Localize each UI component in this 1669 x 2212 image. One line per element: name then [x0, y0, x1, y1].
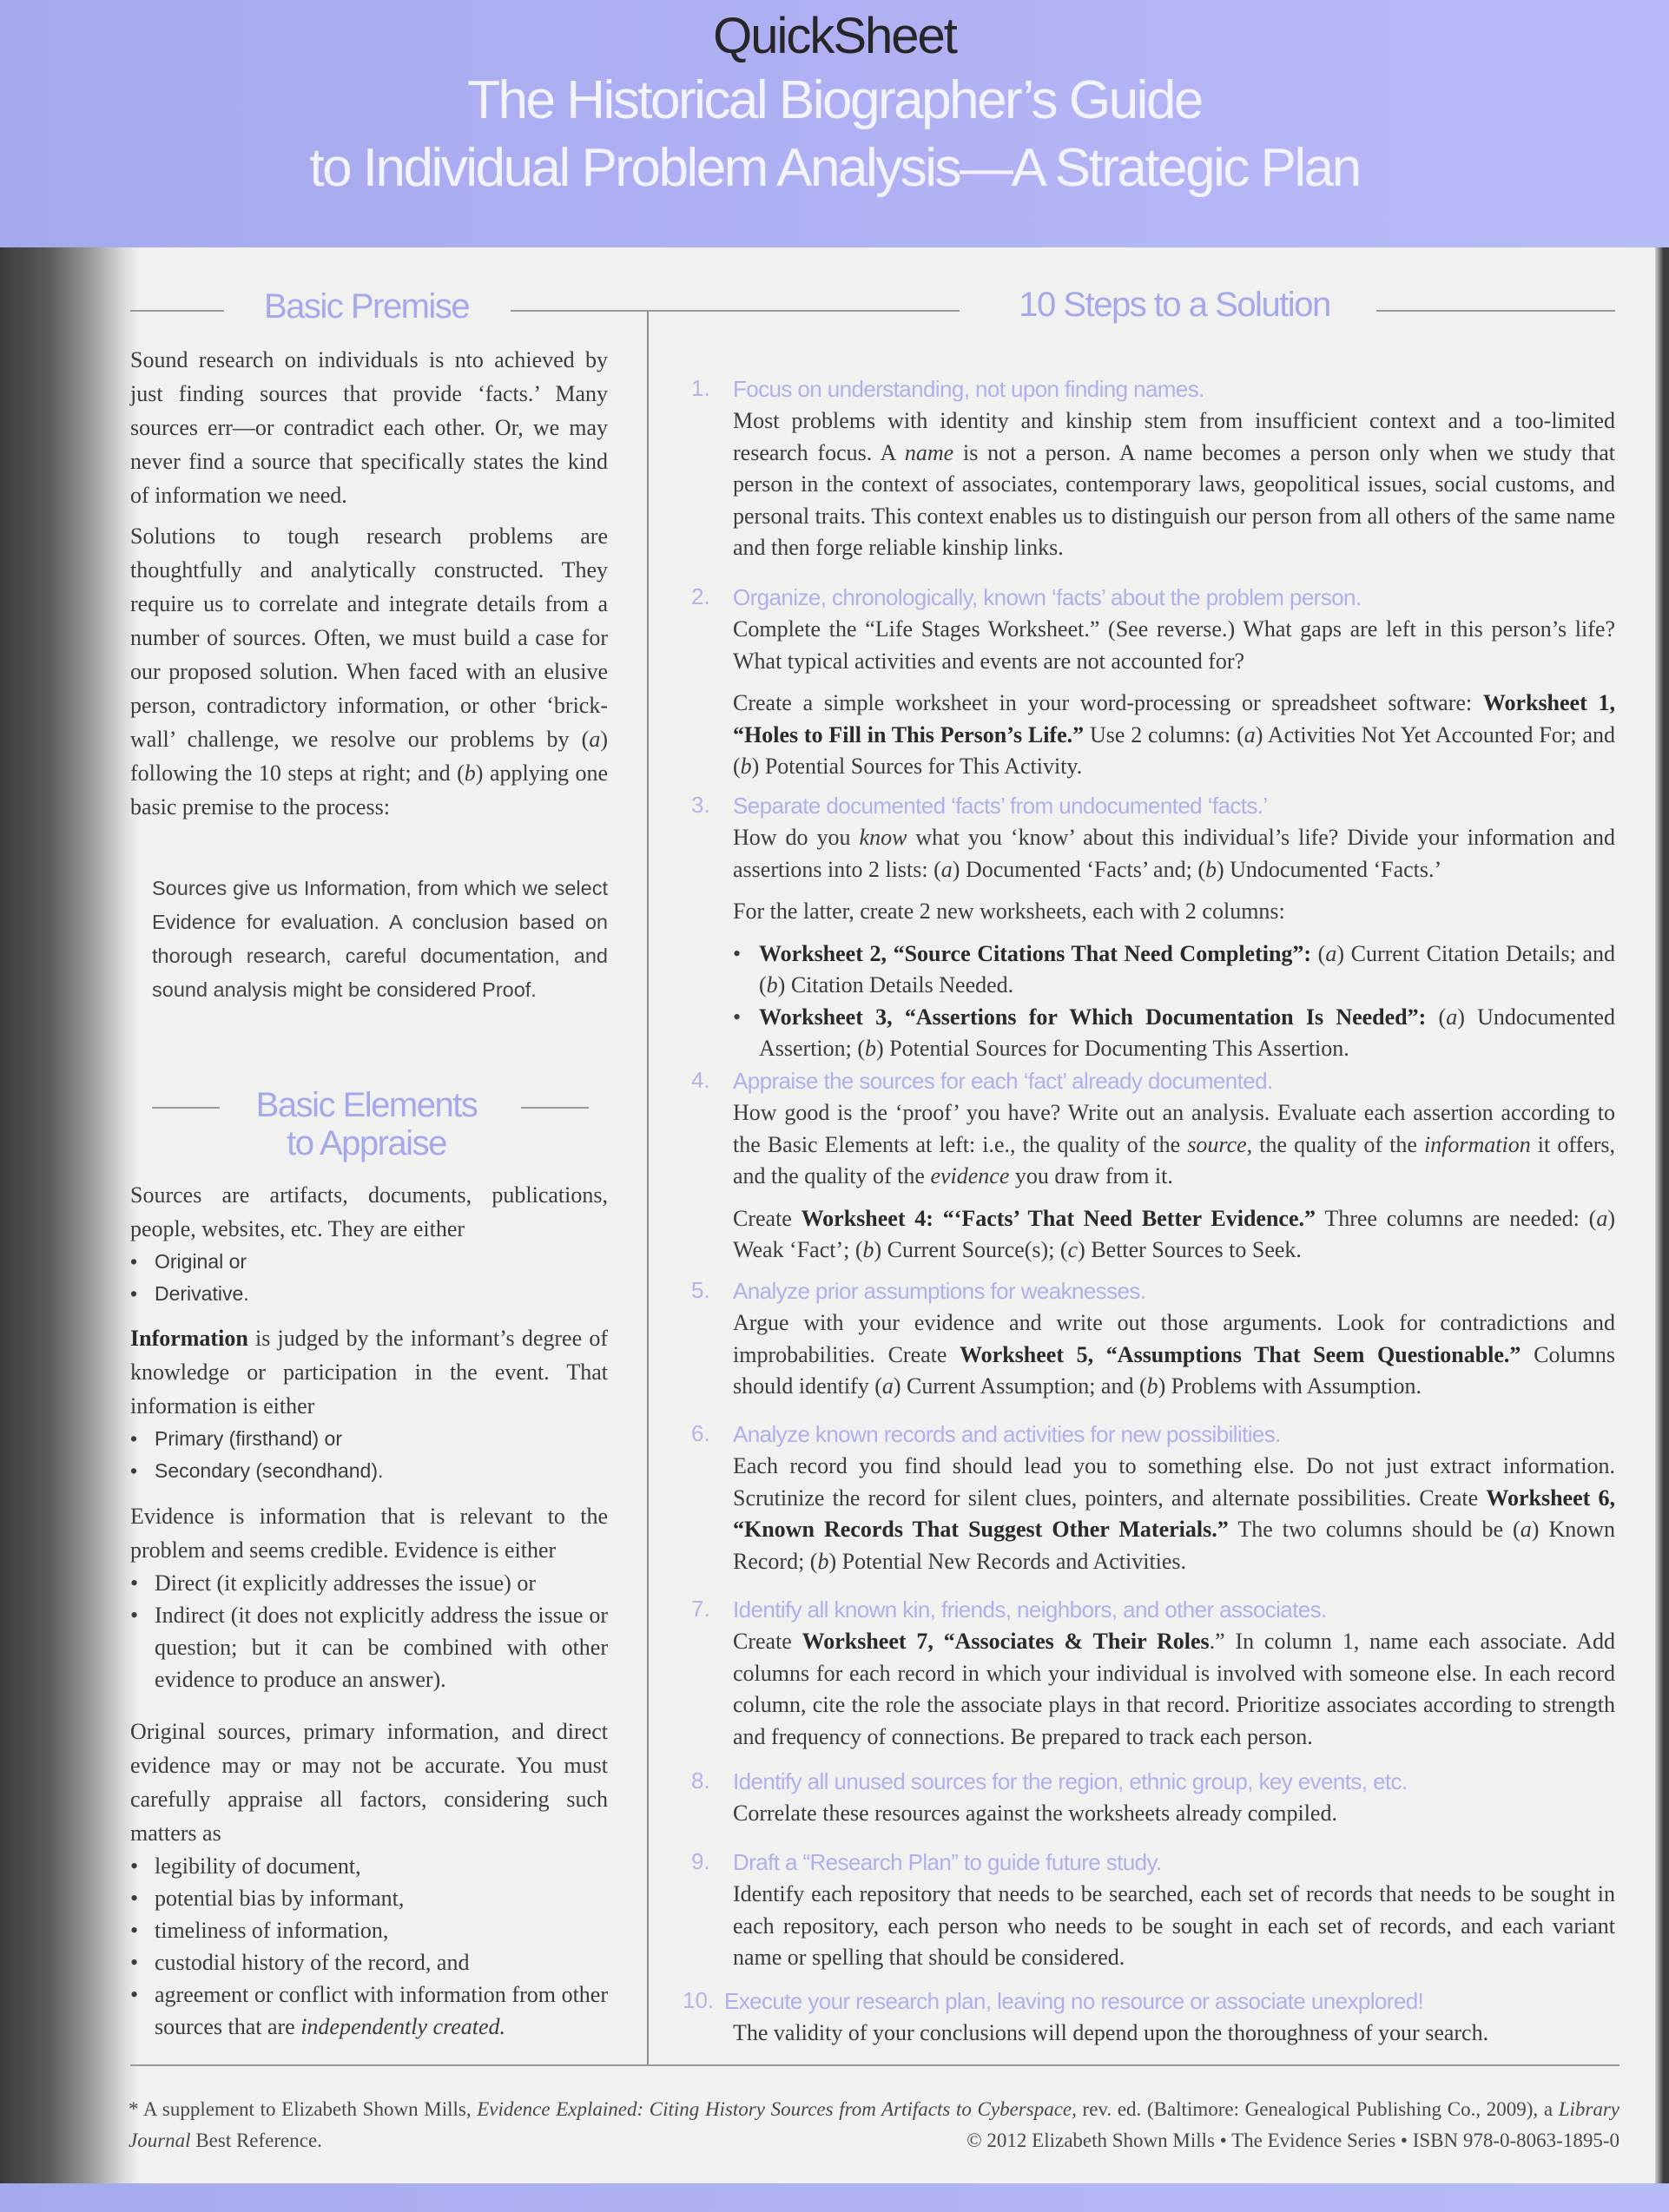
- title-band: [0, 0, 1669, 247]
- sources-section: [130, 1178, 608, 1310]
- paragraph: [130, 1715, 608, 1850]
- heading-rule: [511, 310, 960, 312]
- text-run: ) following the 10 steps at right; and (: [130, 727, 608, 786]
- text-run: Each record you find should lead you to something else. Do not just extract information. Scrutinize the record for silent clues, pointers, and alternate possibilities. Create: [733, 1453, 1615, 1511]
- paragraph: [733, 1203, 1615, 1267]
- text-run: you draw from it.: [1009, 1163, 1173, 1188]
- copyright: © 2012 Elizabeth Shown Mills • The Evidence Series • ISBN 978-0-8063-1895-0: [966, 2130, 1620, 2151]
- italic-text: information: [1423, 1131, 1531, 1157]
- text-run: ) Potential New Records and Activities.: [828, 1548, 1187, 1574]
- text-run: ) Potential Sources for This Activity.: [751, 754, 1083, 779]
- text-run: Most problems with identity and kinship stem from insufficient context and a too-limited research focus. A: [733, 408, 1615, 465]
- text-run: ) Potential Sources for Documenting This Assertion.: [876, 1036, 1349, 1061]
- bold-text: Worksheet 3, “Assertions for Which Documentation Is Needed”:: [759, 1004, 1427, 1030]
- text-run: How good is the ‘proof’ you have? Write out an analysis. Evaluate each assertion according to the Basic Elements at left: i.e., the quality of the: [733, 1100, 1615, 1157]
- text-run: ) Undocumented ‘Facts.’: [1216, 856, 1442, 882]
- bold-text: Worksheet 5, “Assumptions That Seem Questionable.”: [960, 1341, 1521, 1367]
- step-body: [733, 1626, 1615, 1753]
- list-item: [130, 1423, 608, 1455]
- bullet-icon: •: [130, 1570, 139, 1596]
- text-run: For the latter, create 2 new worksheets, each with 2 columns:: [733, 899, 1285, 924]
- step-body: [733, 1798, 1615, 1830]
- step-body: [733, 405, 1615, 564]
- text-run: Correlate these resources against the worksheets already compiled.: [733, 1801, 1337, 1826]
- text-run: Argue with your evidence and write out those arguments. Look for contradictions and improbabilities. Create: [733, 1310, 1615, 1367]
- step-number: 9.: [691, 1848, 710, 1874]
- list-item: [130, 1882, 608, 1914]
- heading-rule: [130, 310, 224, 312]
- text-run: potential bias by informant,: [155, 1886, 405, 1911]
- premise-quote: [130, 872, 608, 1007]
- bold-text: Worksheet 7, “Associates & Their Roles: [802, 1629, 1210, 1654]
- page-edge: [1655, 247, 1669, 2183]
- step-body: [733, 1307, 1615, 1403]
- list-item: [130, 1278, 608, 1310]
- text-run: * A supplement to Elizabeth Shown Mills,: [129, 2098, 478, 2120]
- heading-rule: [152, 1107, 220, 1109]
- text-run: Create a simple worksheet in your word-processing or spreadsheet software:: [733, 690, 1483, 715]
- bold-text: Worksheet 2, “Source Citations That Need Completing”:: [759, 940, 1312, 966]
- step-item: [691, 581, 1615, 793]
- basic-elements-heading-line-2: to Appraise: [287, 1124, 446, 1162]
- text-run: custodial history of the record, and: [155, 1950, 470, 1975]
- text-run: Evidence is information that is relevant to the problem and seems credible. Evidence is either: [130, 1504, 608, 1563]
- text-run: Sources give us Information, from which we select Evidence for evaluation. A conclusion based on thorough research, careful documentation, and sound analysis might be considered Proof.: [152, 877, 608, 1001]
- heading-rule: [1376, 310, 1615, 312]
- step-item: [691, 1064, 1615, 1277]
- bullet-icon: •: [130, 1250, 138, 1273]
- italic-text: know: [859, 825, 907, 850]
- text-run: Complete the “Life Stages Worksheet.” (See reverse.) What gaps are left in this person’s life? What typical activities and events are not accounted for?: [733, 616, 1615, 674]
- paragraph: [733, 614, 1615, 677]
- bullet-icon: •: [130, 1918, 139, 1943]
- appraisal-factors-section: [130, 1715, 608, 2043]
- italic-text: Evidence Explained: Citing History Sources from Artifacts to Cyberspace,: [477, 2098, 1077, 2120]
- footer-rule: [130, 2064, 1620, 2066]
- italic-text: a: [589, 727, 601, 752]
- step-number: 1.: [691, 375, 710, 401]
- bullet-icon: •: [130, 1950, 139, 1975]
- text-run: ) Undocumented Assertion; (: [759, 1004, 1615, 1061]
- italic-text: a: [1446, 1004, 1458, 1030]
- italic-text: b: [464, 760, 476, 786]
- text-run: ) Documented ‘Facts’ and; (: [952, 856, 1205, 882]
- text-run: Sources are artifacts, documents, publications, people, websites, etc. They are either: [130, 1182, 608, 1241]
- step-number: 3.: [691, 792, 710, 818]
- text-run: Sound research on individuals is nto achieved by just finding sources that provide ‘facts.’ Many sources err—or contradict each other. Or, we may never find a source that specifically states the kind of information we need.: [130, 347, 608, 508]
- text-run: Secondary (secondhand).: [155, 1459, 384, 1482]
- text-run: Create: [733, 1205, 802, 1231]
- bottom-band: [0, 2183, 1669, 2212]
- italic-text: c: [1067, 1237, 1079, 1262]
- step-number: 2.: [691, 583, 710, 609]
- text-run: Solutions to tough research problems are thoughtfully and analytically constructed. They require us to correlate and integrate details from a number of sources. Often, we must build a case for our proposed solution. When faced with an elusive person, contradictory information, or other ‘brick-wall’ challenge, we resolve our problems by (: [130, 523, 608, 752]
- paragraph: [733, 405, 1615, 564]
- text-run: Three columns are needed: (: [1316, 1205, 1597, 1231]
- premise-statement: [152, 872, 608, 1007]
- italic-text: a: [1325, 940, 1337, 966]
- paragraph: [130, 1321, 608, 1423]
- italic-text: a: [881, 1373, 894, 1399]
- text-run: ) Better Sources to Seek.: [1078, 1237, 1302, 1262]
- italic-text: name: [904, 439, 954, 465]
- paragraph: [733, 1626, 1615, 1753]
- list-item: [130, 1978, 608, 2043]
- column-divider: [647, 311, 649, 2066]
- step-title: Analyze known records and activities for new possibilities.: [733, 1421, 1281, 1447]
- text-run: is judged by the informant’s degree of knowledge or participation in the event. That information is either: [130, 1326, 608, 1419]
- text-run: Indirect (it does not explicitly address the issue or question; but it can be combined with other evidence to produce an answer).: [155, 1603, 608, 1692]
- step-number: 7.: [691, 1596, 710, 1622]
- text-run: Primary (firsthand) or: [155, 1427, 342, 1450]
- bullet-list: [130, 1423, 608, 1487]
- italic-text: a: [1520, 1517, 1532, 1542]
- step-number: 5.: [691, 1277, 710, 1303]
- text-run: ) Problems with Assumption.: [1158, 1373, 1422, 1399]
- step-number: 10.: [683, 1987, 715, 2013]
- paragraph: [130, 519, 608, 824]
- text-run: Columns should identify (: [733, 1341, 1616, 1399]
- text-run: Use 2 columns: (: [1084, 721, 1244, 747]
- paragraph: [733, 822, 1615, 885]
- text-run: Original sources, primary information, and direct evidence may or may not be accurate. You must carefully appraise all factors, considering such matters as: [130, 1719, 608, 1846]
- italic-text: evidence: [930, 1163, 1010, 1188]
- text-run: Direct (it explicitly addresses the issue) or: [155, 1570, 536, 1596]
- text-run: ) Activities Not Yet Accounted For; and (: [733, 721, 1615, 779]
- italic-text: a: [1596, 1205, 1608, 1231]
- text-run: (: [1311, 940, 1326, 966]
- text-run: ) Weak ‘Fact’; (: [733, 1205, 1616, 1262]
- step-item: [683, 1985, 1606, 2060]
- bullet-icon: •: [130, 1427, 138, 1450]
- premise-paragraph-1: [130, 343, 608, 512]
- list-item: [130, 1946, 608, 1978]
- italic-text: b: [740, 754, 752, 779]
- text-run: what you ‘know’ about this individual’s life? Divide your information and assertions into 2 lists: (: [733, 825, 1615, 882]
- bullet-list: [733, 938, 1615, 1065]
- bold-text: Worksheet 4: “‘Facts’ That Need Better Evidence.”: [801, 1205, 1316, 1231]
- list-item: [733, 938, 1615, 1002]
- paragraph: [733, 1879, 1615, 1974]
- bullet-icon: •: [130, 1853, 139, 1879]
- binding-shadow: [0, 247, 139, 2183]
- step-item: [691, 1274, 1615, 1413]
- basic-premise-heading: Basic Premise: [263, 287, 470, 326]
- italic-text: b: [865, 1036, 877, 1061]
- step-number: 4.: [691, 1067, 710, 1093]
- bold-text: Worksheet 1, “Holes to Fill in This Person’s Life.”: [733, 690, 1616, 747]
- step-title: Execute your research plan, leaving no resource or associate unexplored!: [724, 1988, 1424, 2014]
- information-section: [130, 1321, 608, 1487]
- italic-text: b: [1146, 1373, 1158, 1399]
- text-run: .” In column 1, name each associate. Add columns for each record in which your individual is involved with someone else. In each record column, cite the role the associate plays in that record. Prioritize associates according to strength and frequency of connections. Be prepared to track each person.: [733, 1629, 1616, 1749]
- bullet-icon: •: [130, 1282, 138, 1305]
- ten-steps-heading: 10 Steps to a Solution: [1019, 286, 1330, 324]
- bullet-icon: •: [733, 940, 742, 966]
- evidence-section: [130, 1499, 608, 1695]
- italic-text: Library Journal: [129, 2098, 1620, 2151]
- text-run: legibility of document,: [155, 1853, 361, 1879]
- text-run: The two columns should be (: [1228, 1517, 1521, 1542]
- list-item: [130, 1567, 608, 1599]
- paragraph: [130, 1178, 608, 1246]
- step-number: 6.: [691, 1420, 710, 1446]
- step-body: [733, 822, 1615, 1065]
- step-title: Organize, chronologically, known ‘facts’ about the problem person.: [733, 584, 1362, 610]
- text-run: Create: [733, 1629, 802, 1654]
- text-run: is not a person. A name becomes a person only when we study that person in the context of associates, contemporary laws, geopolitical issues, social customs, and personal traits. This context enables us to distinguish our person from all others of the same name and then forge reliable kinship links.: [733, 439, 1615, 560]
- step-title: Appraise the sources for each ‘fact’ already documented.: [733, 1068, 1273, 1094]
- bullet-list: [130, 1246, 608, 1310]
- text-run: Derivative.: [155, 1282, 249, 1305]
- paragraph: [733, 1307, 1615, 1403]
- paragraph: [733, 2018, 1606, 2050]
- step-body: [733, 1879, 1615, 1974]
- text-run: Original or: [155, 1250, 247, 1273]
- step-item: [691, 372, 1615, 575]
- text-run: rev. ed. (Baltimore: Genealogical Publishing Co., 2009), a: [1076, 2098, 1559, 2120]
- bullet-icon: •: [733, 1004, 742, 1030]
- premise-paragraph-2: [130, 519, 608, 824]
- text-run: timeliness of information,: [155, 1918, 389, 1943]
- text-run: The validity of your conclusions will depend upon the thoroughness of your search.: [733, 2020, 1489, 2045]
- paragraph: [733, 688, 1615, 783]
- text-run: (: [1426, 1004, 1447, 1030]
- paragraph: [733, 1798, 1615, 1830]
- paragraph: [130, 343, 608, 512]
- paragraph: [130, 1499, 608, 1567]
- bullet-icon: •: [130, 1459, 138, 1482]
- bullet-list: [130, 1567, 608, 1695]
- bullet-list: [130, 1850, 608, 2043]
- paragraph: [733, 896, 1615, 928]
- italic-text: independently created.: [300, 2014, 506, 2039]
- page-title-line-2: to Individual Problem Analysis—A Strategic Plan: [309, 138, 1360, 198]
- list-item: [130, 1850, 608, 1882]
- brand-title: QuickSheet: [713, 8, 956, 64]
- list-item: [130, 1246, 608, 1278]
- step-title: Draft a “Research Plan” to guide future study.: [733, 1849, 1162, 1875]
- step-title: Analyze prior assumptions for weaknesses.: [733, 1278, 1146, 1304]
- text-run: ) applying one basic premise to the process:: [130, 760, 608, 820]
- step-body: [733, 614, 1615, 783]
- step-body: [733, 1451, 1615, 1577]
- text-run: ) Current Assumption; and (: [893, 1373, 1147, 1399]
- step-number: 8.: [691, 1768, 710, 1794]
- text-run: ) Citation Details Needed.: [777, 972, 1014, 997]
- step-title: Identify all unused sources for the region, ethnic group, key events, etc.: [733, 1768, 1408, 1794]
- list-item: [130, 1455, 608, 1487]
- text-run: ) Current Source(s); (: [874, 1237, 1068, 1262]
- bullet-icon: •: [130, 1982, 139, 2007]
- text-run: agreement or conflict with information from other sources that are: [155, 1982, 608, 2039]
- step-title: Focus on understanding, not upon finding names.: [733, 376, 1204, 402]
- italic-text: a: [1244, 721, 1256, 747]
- step-item: [691, 1418, 1615, 1588]
- step-item: [691, 1593, 1615, 1763]
- heading-rule: [521, 1107, 589, 1109]
- italic-text: source,: [1187, 1131, 1253, 1157]
- step-body: [733, 2018, 1606, 2050]
- italic-text: b: [766, 972, 778, 997]
- basic-elements-heading-line-1: Basic Elements: [255, 1086, 478, 1124]
- paragraph: [733, 1451, 1615, 1577]
- paragraph: [733, 1097, 1615, 1193]
- text-run: ) Known Record; (: [733, 1517, 1615, 1574]
- text-run: ) Current Citation Details; and (: [759, 940, 1615, 997]
- list-item: [733, 1002, 1615, 1065]
- text-run: it offers, and the quality of the: [733, 1131, 1615, 1188]
- bullet-icon: •: [130, 1886, 139, 1911]
- step-item: [691, 1765, 1615, 1840]
- list-item: [130, 1599, 608, 1695]
- text-run: Identify each repository that needs to be searched, each set of records that needs to be sought in each repository, each person who needs to be sought in each set of records, and each variant name or spelling that should be considered.: [733, 1881, 1615, 1970]
- text-run: Best Reference.: [190, 2130, 322, 2151]
- list-item: [130, 1914, 608, 1946]
- step-title: Identify all known kin, friends, neighbors, and other associates.: [733, 1596, 1327, 1623]
- italic-text: b: [817, 1548, 829, 1574]
- step-item: [691, 789, 1615, 1065]
- step-item: [691, 1846, 1615, 1985]
- text-run: the quality of the: [1252, 1131, 1424, 1157]
- bullet-icon: •: [130, 1603, 139, 1628]
- step-body: [733, 1097, 1615, 1267]
- bold-text: Worksheet 6, “Known Records That Suggest Other Materials.”: [733, 1485, 1615, 1542]
- step-title: Separate documented ‘facts’ from undocumented ‘facts.’: [733, 793, 1268, 819]
- bold-text: Information: [130, 1326, 248, 1351]
- text-run: How do you: [733, 825, 860, 850]
- italic-text: a: [940, 856, 953, 882]
- italic-text: b: [862, 1237, 874, 1262]
- page-title-line-1: The Historical Biographer’s Guide: [467, 70, 1202, 130]
- italic-text: b: [1204, 856, 1217, 882]
